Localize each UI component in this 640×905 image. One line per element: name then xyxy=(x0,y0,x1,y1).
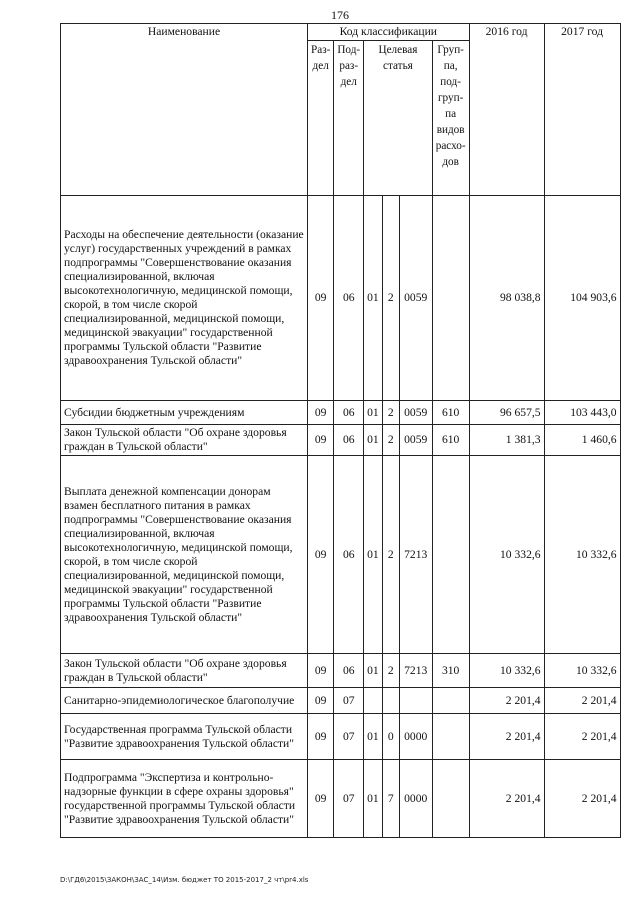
row-target-program: 01 xyxy=(364,425,383,456)
row-target-direction: 7213 xyxy=(399,456,432,654)
row-section: 09 xyxy=(308,760,334,838)
row-target-direction: 0000 xyxy=(399,760,432,838)
table-row xyxy=(61,196,621,401)
row-target-subprogram: 2 xyxy=(382,196,399,401)
row-target-direction: 0059 xyxy=(399,196,432,401)
row-expense-group xyxy=(432,688,469,714)
row-target-direction xyxy=(399,688,432,714)
row-subsection: 06 xyxy=(334,425,364,456)
row-subsection: 07 xyxy=(334,714,364,760)
row-amount-2017: 2 201,4 xyxy=(544,714,620,760)
row-amount-2016: 2 201,4 xyxy=(469,714,544,760)
table-body xyxy=(61,196,621,838)
row-section: 09 xyxy=(308,196,334,401)
table-row xyxy=(61,714,621,760)
budget-table xyxy=(60,23,621,838)
table-row xyxy=(61,760,621,838)
row-expense-group: 310 xyxy=(432,654,469,688)
row-expense-group xyxy=(432,196,469,401)
page-number: 176 xyxy=(331,8,349,22)
row-section: 09 xyxy=(308,456,334,654)
row-target-subprogram: 2 xyxy=(382,401,399,425)
header-name: Наименование xyxy=(61,24,308,196)
row-name: Санитарно-эпидемиологическое благополучие xyxy=(61,688,308,714)
row-name: Расходы на обеспечение деятельности (оказание услуг) государственных учреждений в рамках подпрограммы "Совершенствование оказания специализированной, включая высокотехнологичную, медицинской помощи, скорой, в том числе скорой специализированной, медицинской помощи, медицинской эвакуации" государственной программы Тульской области "Развитие здравоохранения Тульской области" xyxy=(61,196,308,401)
table-row xyxy=(61,456,621,654)
row-target-direction: 0000 xyxy=(399,714,432,760)
row-amount-2017: 104 903,6 xyxy=(544,196,620,401)
header-target-item: Целевая статья xyxy=(364,41,433,196)
row-target-program: 01 xyxy=(364,401,383,425)
row-target-subprogram xyxy=(382,688,399,714)
row-name: Подпрограмма "Экспертиза и контрольно-надзорные функции в сфере охраны здоровья" государственной программы Тульской области "Развитие здравоохранения Тульской области" xyxy=(61,760,308,838)
header-subsection: Под-раз-дел xyxy=(334,41,364,196)
row-amount-2016: 98 038,8 xyxy=(469,196,544,401)
row-target-program: 01 xyxy=(364,760,383,838)
row-target-direction: 0059 xyxy=(399,425,432,456)
header-section: Раз-дел xyxy=(308,41,334,196)
header-code-group: Код классификации xyxy=(308,24,470,41)
table-row xyxy=(61,688,621,714)
row-amount-2017: 103 443,0 xyxy=(544,401,620,425)
row-target-subprogram: 2 xyxy=(382,654,399,688)
table-row xyxy=(61,425,621,456)
row-subsection: 06 xyxy=(334,654,364,688)
row-section: 09 xyxy=(308,688,334,714)
row-name: Субсидии бюджетным учреждениям xyxy=(61,401,308,425)
row-subsection: 07 xyxy=(334,760,364,838)
row-target-program: 01 xyxy=(364,714,383,760)
row-name: Закон Тульской области "Об охране здоровья граждан в Тульской области" xyxy=(61,654,308,688)
row-target-program: 01 xyxy=(364,456,383,654)
file-path-footer: D:\ГД6\2015\ЗАКОН\ЗАС_14\Изм. бюджет ТО 2015-2017_2 чт\pr4.xls xyxy=(60,876,309,884)
row-target-subprogram: 0 xyxy=(382,714,399,760)
row-target-subprogram: 7 xyxy=(382,760,399,838)
row-subsection: 07 xyxy=(334,688,364,714)
row-expense-group xyxy=(432,714,469,760)
header-year-2017: 2017 год xyxy=(544,24,620,196)
row-expense-group: 610 xyxy=(432,425,469,456)
row-section: 09 xyxy=(308,654,334,688)
row-amount-2016: 2 201,4 xyxy=(469,688,544,714)
row-amount-2017: 2 201,4 xyxy=(544,688,620,714)
row-name: Государственная программа Тульской области "Развитие здравоохранения Тульской области" xyxy=(61,714,308,760)
table-row xyxy=(61,401,621,425)
row-amount-2017: 1 460,6 xyxy=(544,425,620,456)
row-amount-2017: 10 332,6 xyxy=(544,456,620,654)
row-target-subprogram: 2 xyxy=(382,425,399,456)
header-year-2016: 2016 год xyxy=(469,24,544,196)
row-name: Закон Тульской области "Об охране здоровья граждан в Тульской области" xyxy=(61,425,308,456)
row-amount-2016: 1 381,3 xyxy=(469,425,544,456)
table-row xyxy=(61,654,621,688)
row-expense-group: 610 xyxy=(432,401,469,425)
row-amount-2016: 2 201,4 xyxy=(469,760,544,838)
row-amount-2016: 10 332,6 xyxy=(469,456,544,654)
row-amount-2017: 2 201,4 xyxy=(544,760,620,838)
row-amount-2016: 96 657,5 xyxy=(469,401,544,425)
row-subsection: 06 xyxy=(334,196,364,401)
row-target-direction: 7213 xyxy=(399,654,432,688)
row-target-program: 01 xyxy=(364,654,383,688)
row-target-direction: 0059 xyxy=(399,401,432,425)
row-amount-2016: 10 332,6 xyxy=(469,654,544,688)
row-target-program xyxy=(364,688,383,714)
row-subsection: 06 xyxy=(334,401,364,425)
row-amount-2017: 10 332,6 xyxy=(544,654,620,688)
row-subsection: 06 xyxy=(334,456,364,654)
row-expense-group xyxy=(432,760,469,838)
row-name: Выплата денежной компенсации донорам взамен бесплатного питания в рамках подпрограммы "Совершенствование оказания специализированной, включая высокотехнологичную, медицинской помощи, скорой, в том числе скорой специализированной, медицинской помощи, медицинской эвакуации" государственной программы Тульской области "Развитие здравоохранения Тульской области" xyxy=(61,456,308,654)
row-target-subprogram: 2 xyxy=(382,456,399,654)
row-target-program: 01 xyxy=(364,196,383,401)
header-expense-group: Груп-па, под-груп-па видов расхо-дов xyxy=(432,41,469,196)
row-section: 09 xyxy=(308,425,334,456)
row-section: 09 xyxy=(308,401,334,425)
row-expense-group xyxy=(432,456,469,654)
row-section: 09 xyxy=(308,714,334,760)
